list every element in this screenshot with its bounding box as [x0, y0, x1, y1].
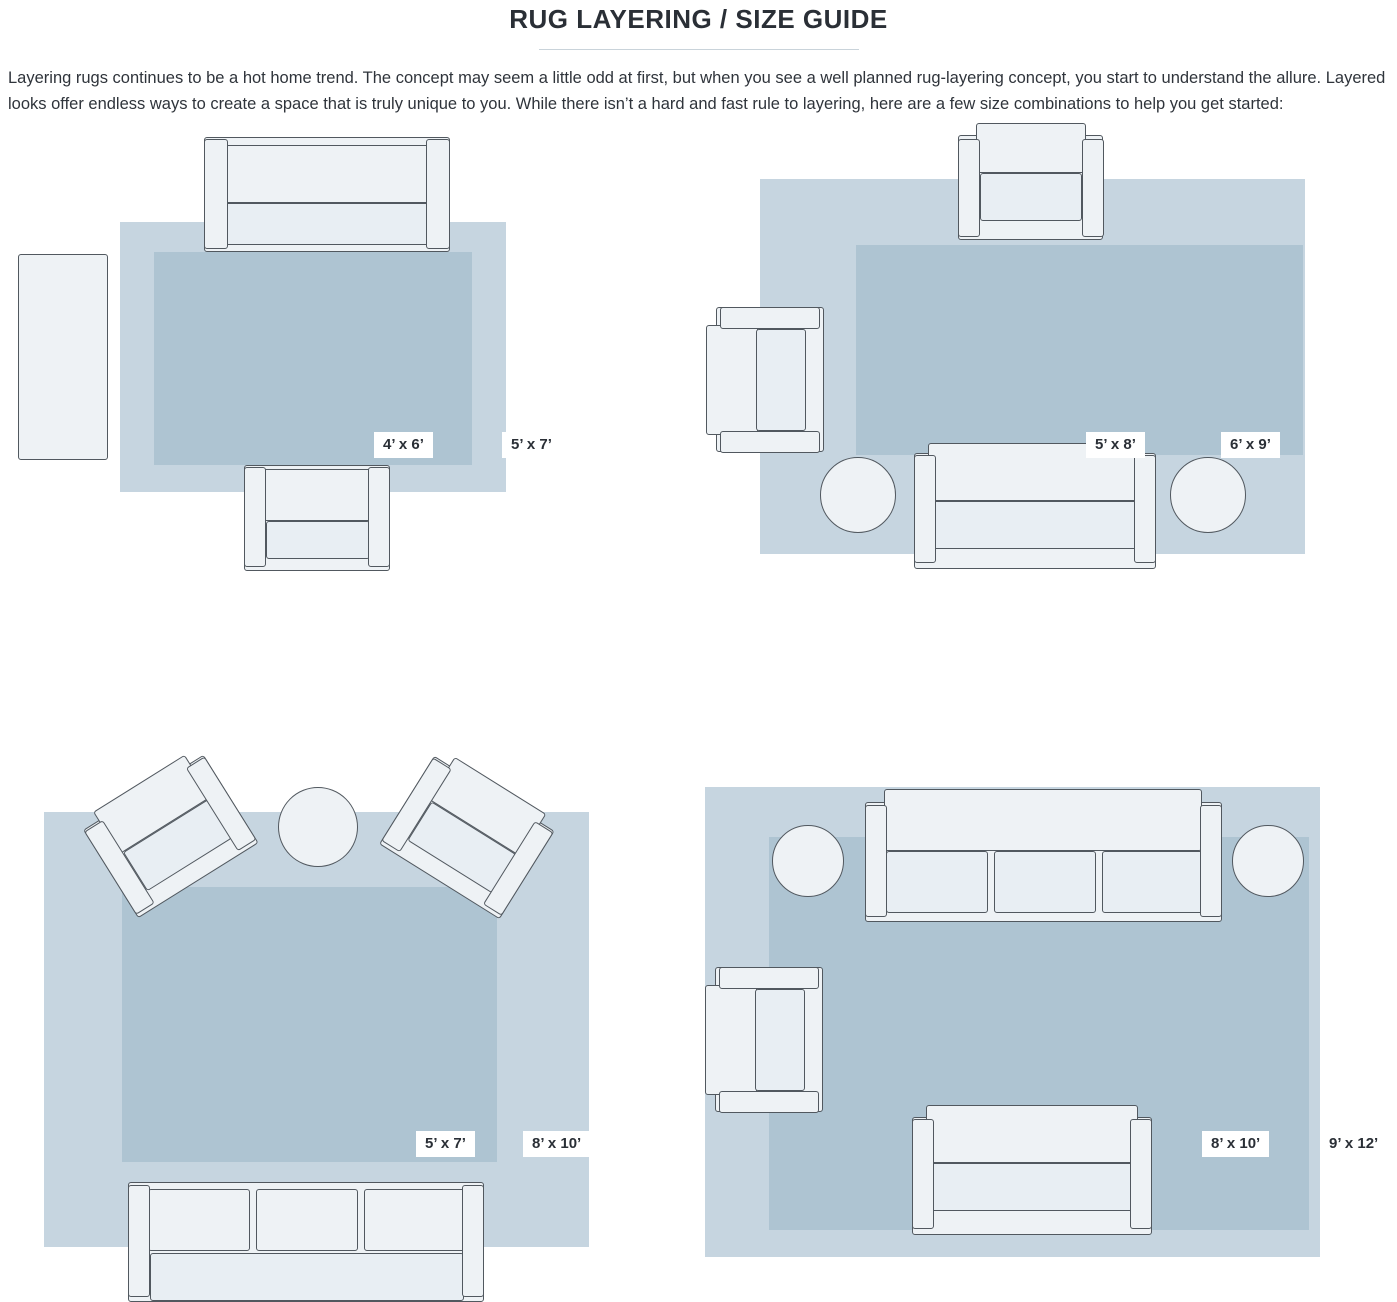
round-side-table-right [1232, 825, 1304, 897]
diagram-bottom-right [690, 637, 1397, 1157]
round-side-table-right [1170, 457, 1246, 533]
top-rug-5x7 [122, 887, 497, 1162]
label-top-rug-4x6: 4’ x 6’ [374, 432, 433, 458]
round-side-table-left [772, 825, 844, 897]
round-side-table-left [820, 457, 896, 533]
diagram-grid [0, 117, 1397, 1157]
top-rug-5x8 [856, 245, 1303, 455]
round-table [278, 787, 358, 867]
label-top-rug-5x7: 5’ x 7’ [416, 1131, 475, 1157]
diagram-top-right [690, 117, 1397, 637]
page-title: RUG LAYERING / SIZE GUIDE [509, 4, 888, 34]
label-top-rug-5x8: 5’ x 8’ [1086, 432, 1145, 458]
label-under-rug-5x7: 5’ x 7’ [502, 432, 561, 458]
title-divider [539, 49, 859, 50]
label-under-rug-6x9: 6’ x 9’ [1221, 432, 1280, 458]
label-under-rug-8x10: 8’ x 10’ [523, 1131, 590, 1157]
diagram-top-left [0, 117, 640, 637]
diagram-bottom-left [0, 637, 640, 1157]
label-top-rug-8x10: 8’ x 10’ [1202, 1131, 1269, 1157]
label-under-rug-9x12: 9’ x 12’ [1320, 1131, 1387, 1157]
intro-paragraph: Layering rugs continues to be a hot home trend. The concept may seem a little odd at first, but when you see a well planned rug-layering concept, you start to understand the allure. Layered looks offer endless ways to create a space that is truly unique to you. While there isn’t a hard and fast rule to layering, here are a few size combinations to help you get started: [8, 69, 1386, 113]
